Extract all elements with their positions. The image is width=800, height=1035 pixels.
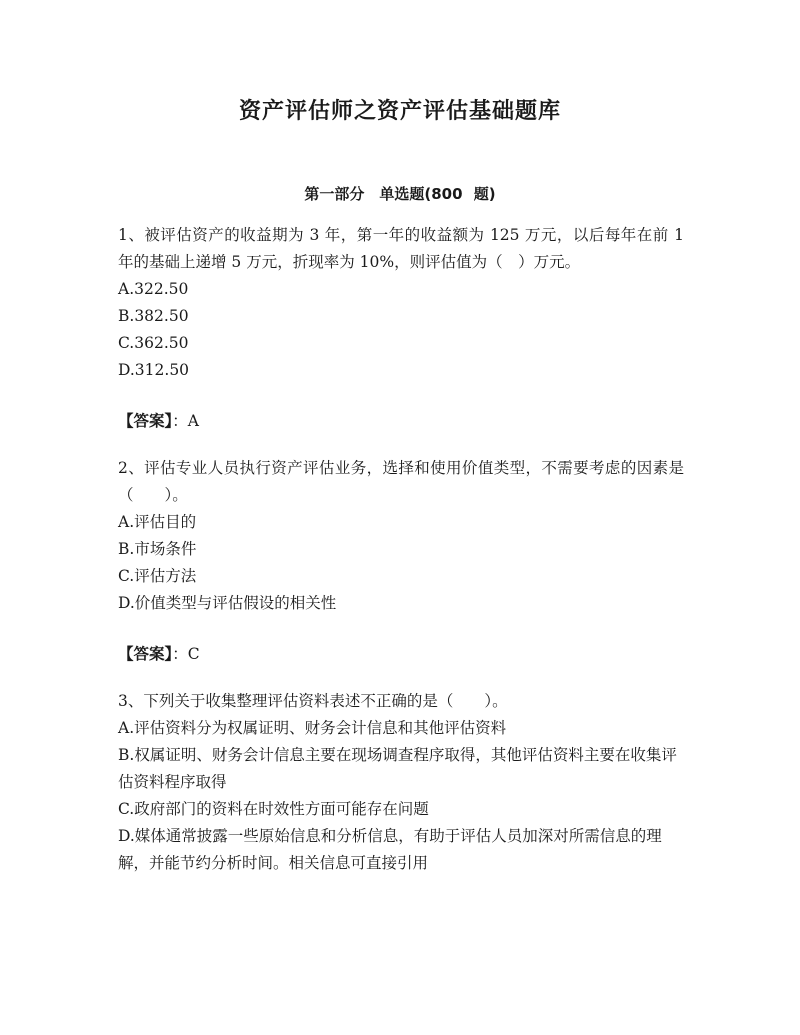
question-2-option-c: C.评估方法	[118, 567, 197, 585]
question-2	[118, 455, 684, 668]
question-1	[118, 222, 684, 435]
question-2-option-d: D.价值类型与评估假设的相关性	[118, 594, 337, 612]
question-2-option-b: B.市场条件	[118, 540, 197, 558]
question-2-stem: 2、评估专业人员执行资产评估业务，选择和使用价值类型，不需要考虑的因素是（ ）。	[118, 459, 684, 504]
question-3-option-d: D.媒体通常披露一些原始信息和分析信息，有助于评估人员加深对所需信息的理解，并能节约分析时间。相关信息可直接引用	[118, 827, 662, 872]
question-3-option-c: C.政府部门的资料在时效性方面可能存在问题	[118, 800, 429, 818]
question-3-stem: 3、下列关于收集整理评估资料表述不正确的是（ ）。	[118, 692, 508, 710]
answer-value: ：A	[172, 412, 199, 430]
question-3	[118, 688, 684, 877]
question-1-option-c: C.362.50	[118, 334, 189, 352]
question-1-option-d: D.312.50	[118, 361, 190, 379]
answer-label: 【答案】	[118, 412, 173, 430]
question-1-option-b: B.382.50	[118, 307, 189, 325]
question-1-stem: 1、被评估资产的收益期为 3 年，第一年的收益额为 125 万元，以后每年在前 1 年的基础上递增 5 万元，折现率为 10%，则评估值为（ ）万元。	[118, 226, 684, 271]
document-title: 资产评估师之资产评估基础题库	[238, 99, 561, 124]
section-title: 第一部分 单选题(800 题)	[304, 185, 496, 203]
question-1-answer	[118, 408, 684, 435]
answer-value: ：C	[172, 645, 200, 663]
answer-label: 【答案】	[118, 645, 173, 663]
question-list	[118, 222, 684, 877]
question-2-answer	[118, 641, 684, 668]
question-3-option-b: B.权属证明、财务会计信息主要在现场调查程序取得，其他评估资料主要在收集评估资料程序取得	[118, 746, 677, 791]
question-1-option-a: A.322.50	[118, 280, 189, 298]
question-2-option-a: A.评估目的	[118, 513, 197, 531]
question-3-option-a: A.评估资料分为权属证明、财务会计信息和其他评估资料	[118, 719, 507, 737]
